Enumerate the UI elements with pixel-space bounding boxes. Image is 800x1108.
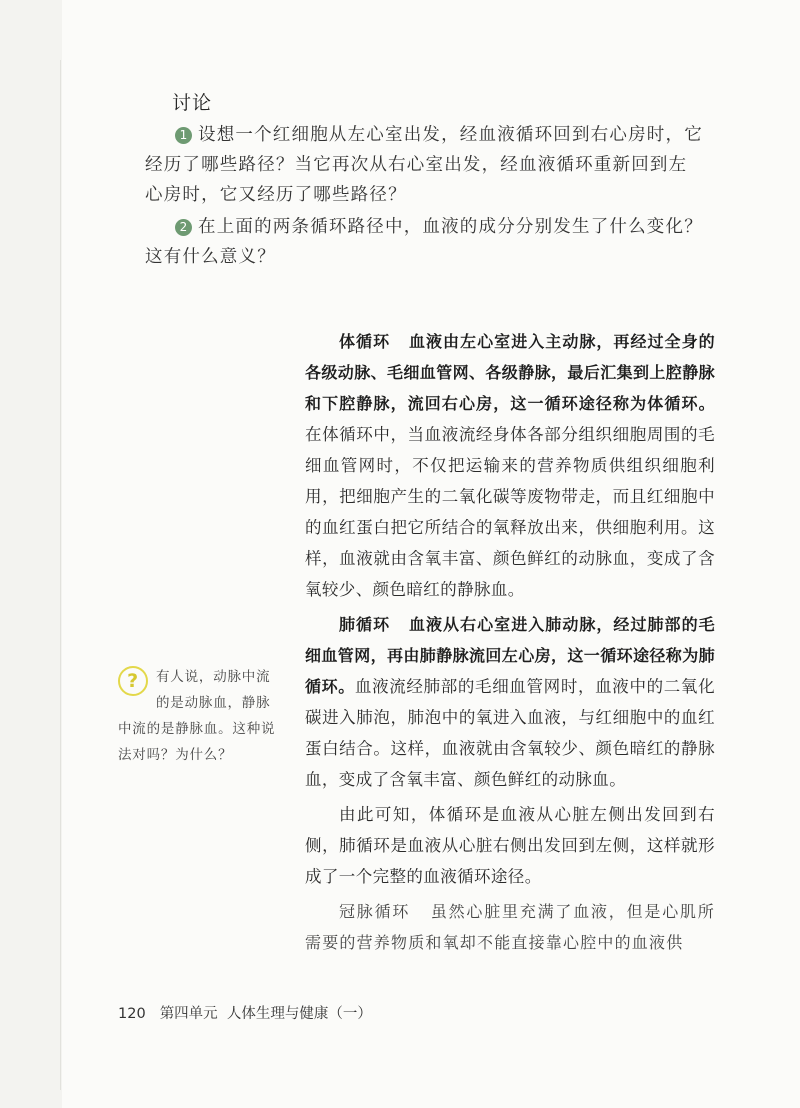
discussion-question-1 xyxy=(145,120,705,210)
term-systemic-circulation: 体循环 xyxy=(339,332,391,351)
question-1-text: 设想一个红细胞从左心室出发，经血液循环回到右心房时，它经历了哪些路径？当它再次从右心室出发，经血液循环重新回到左心房时，它又经历了哪些路径？ xyxy=(145,125,703,205)
coronary-description: 虽然心脏里充满了血液，但是心肌所需要的营养物质和氧却不能直接靠心腔中的血液供 xyxy=(305,902,715,952)
main-text xyxy=(305,326,715,962)
binding-line xyxy=(60,60,61,1090)
question-number-2-icon: 2 xyxy=(175,219,192,236)
systemic-definition: 血液由左心室进入主动脉，再经过全身的各级动脉、毛细血管网、各级静脉，最后汇集到上腔静脉和下腔静脉，流回右心房，这一循环途径称为体循环。 xyxy=(305,332,716,413)
question-number-1-icon: 1 xyxy=(175,127,192,144)
discussion-question-2 xyxy=(145,212,705,272)
pulmonary-description: 血液流经肺部的毛细血管网时，血液中的二氧化碳进入肺泡，肺泡中的氧进入血液，与红细胞中的血红蛋白结合。这样，血液就由含氧较少、颜色暗红的静脉血，变成了含氧丰富、颜色鲜红的动脉血。 xyxy=(305,677,715,789)
discussion-title: 讨论 xyxy=(172,92,213,114)
page-footer xyxy=(118,1002,372,1023)
unit-title: 人体生理与健康（一） xyxy=(226,1006,372,1022)
question-2-text: 在上面的两条循环路径中，血液的成分分别发生了什么变化？这有什么意义？ xyxy=(145,217,703,267)
term-coronary-circulation: 冠脉循环 xyxy=(339,902,411,921)
unit-label: 第四单元 xyxy=(159,1006,218,1022)
paragraph-conclusion: 由此可知，体循环是血液从心脏左侧出发回到右侧，肺循环是血液从心脏右侧出发回到左侧，这样就形成了一个完整的血液循环途径。 xyxy=(305,805,715,886)
question-mark-icon: ? xyxy=(118,666,148,696)
paragraph-systemic-circulation xyxy=(305,326,715,605)
sidebar-question xyxy=(118,664,278,768)
paragraph-pulmonary-circulation xyxy=(305,609,715,795)
paragraph-coronary-circulation xyxy=(305,896,715,958)
page-gutter xyxy=(0,0,62,1108)
sidebar-question-text: 有人说，动脉中流的是动脉血，静脉中流的是静脉血。这种说法对吗？为什么？ xyxy=(118,669,276,763)
pulmonary-definition: 血液从右心室进入肺动脉，经过肺部的毛细血管网，再由肺静脉流回左心房，这一循环途径称为肺循环。 xyxy=(305,615,716,696)
page-number: 120 xyxy=(118,1006,146,1022)
term-pulmonary-circulation: 肺循环 xyxy=(339,615,391,634)
systemic-description: 在体循环中，当血液流经身体各部分组织细胞周围的毛细血管网时，不仅把运输来的营养物质供组织细胞利用，把细胞产生的二氧化碳等废物带走，而且红细胞中的血红蛋白把它所结合的氧释放出来，供细胞利用。这样，血液就由含氧丰富、颜色鲜红的动脉血，变成了含氧较少、颜色暗红的静脉血。 xyxy=(305,425,715,599)
